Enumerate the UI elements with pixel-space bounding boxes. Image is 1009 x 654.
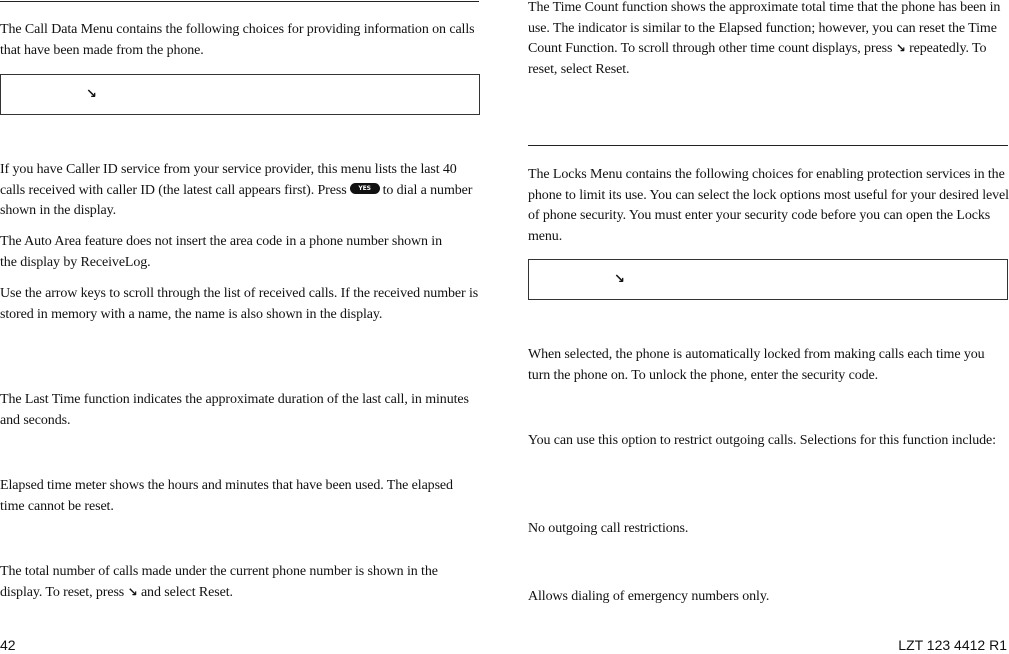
no-restrictions-text: No outgoing call restrictions. (528, 521, 689, 536)
receive-log-text-1: If you have Caller ID service from your service provider, this menu lists the last 40 calls received with caller ID (the latest call appears first). Press YES to dial a number shown in the display. (0, 162, 473, 218)
left-top-rule (0, 1, 479, 2)
receive-log-text-3: Use the arrow keys to scroll through the list of received calls. If the received number is stored in memory with a name, the name is also shown in the display. (0, 286, 479, 322)
auto-lock-text: When selected, the phone is automatically locked from making calls each time you turn the phone on. To unlock the phone, enter the security code. (528, 347, 985, 383)
total-calls-text: The total number of calls made under the current phone number is shown in the display. To reset, press ↘ and select Reset. (0, 564, 438, 600)
last-time-text: The Last Time function indicates the approximate duration of the last call, in minutes and seconds. (0, 392, 469, 428)
menu-arrow-icon: ↘ (127, 584, 138, 599)
menu-arrow-icon: ↘ (86, 87, 97, 102)
elapsed-text: Elapsed time meter shows the hours and minutes that have been used. The elapsed time cannot be reset. (0, 478, 453, 514)
call-data-intro: The Call Data Menu contains the following choices for providing information on calls that have been made from the phone. (0, 22, 475, 58)
receive-log-text-2: The Auto Area feature does not insert the area code in a phone number shown in the display by ReceiveLog. (0, 234, 442, 270)
locks-menu-path-box (528, 259, 1008, 300)
restrict-calls-text: You can use this option to restrict outgoing calls. Selections for this function include: (528, 433, 996, 448)
right-section-rule (528, 145, 1008, 146)
page-number: 42 (0, 637, 16, 653)
document-code: LZT 123 4412 R1 (898, 637, 1007, 653)
menu-arrow-icon: ↘ (614, 272, 625, 287)
locks-intro: The Locks Menu contains the following choices for enabling protection services in the phone to limit its use. You can select the lock options most useful for your desired level of phone security. You must enter your security code before you can open the Locks menu. (528, 167, 1009, 244)
yes-key-icon: YES (350, 183, 380, 194)
call-data-menu-path-box (0, 74, 480, 115)
menu-arrow-icon: ↘ (895, 41, 906, 55)
emergency-only-text: Allows dialing of emergency numbers only. (528, 589, 770, 604)
time-count-text: The Time Count function shows the approximate total time that the phone has been in use. The indicator is similar to the Elapsed function; however, you can reset the Time Count Function. To scroll through other time count displays, press ↘ repeatedly. To reset, select Reset. (528, 0, 1001, 77)
